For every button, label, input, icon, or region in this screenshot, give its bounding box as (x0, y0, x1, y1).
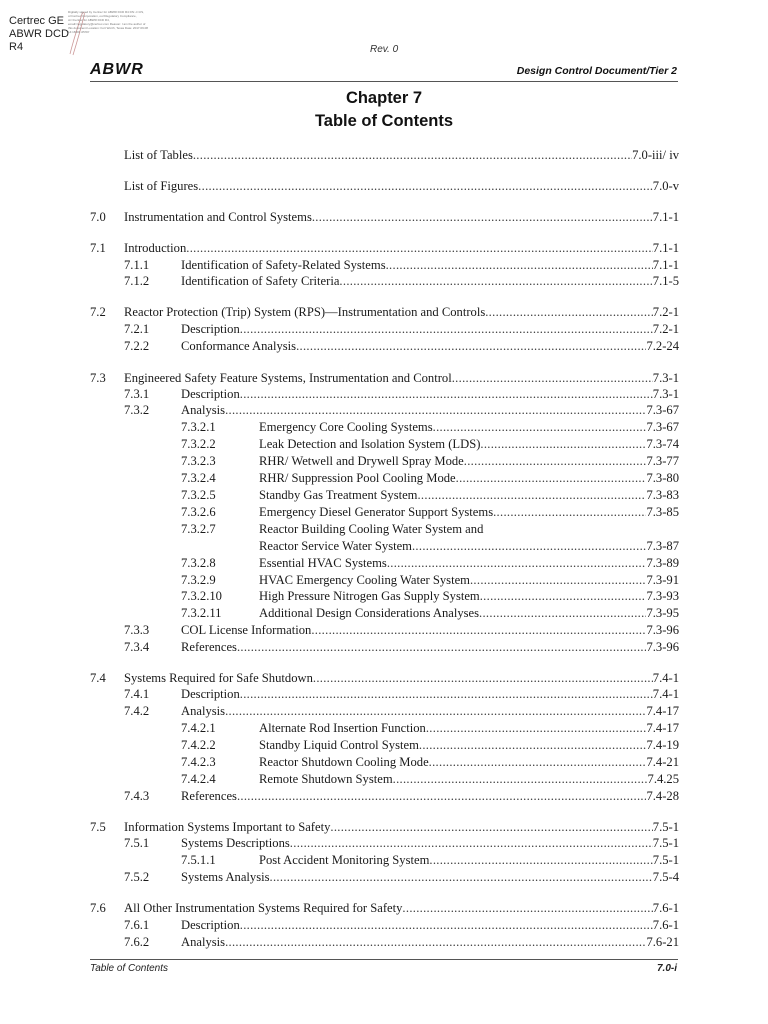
toc-entry-title: COL License Information (181, 623, 312, 637)
toc-entry-page: 7.5-1 (652, 820, 679, 834)
toc-dot-leader (480, 436, 646, 453)
toc-entry-page: 7.2-1 (652, 305, 679, 319)
toc-entry[interactable] (0, 605, 768, 622)
toc-entry-title: Reactor Building Cooling Water System and (259, 522, 484, 536)
toc-entry-page: 7.3-77 (646, 454, 679, 468)
toc-entry[interactable] (0, 622, 768, 639)
toc-dot-leader (470, 572, 647, 589)
toc-entry-number: 7.3.2.1 (181, 420, 216, 434)
toc-entry-page: 7.3-67 (646, 420, 679, 434)
toc-entry[interactable] (0, 178, 768, 195)
toc-entry[interactable] (0, 900, 768, 917)
toc-entry-number: 7.3.2.3 (181, 454, 216, 468)
toc-entry[interactable] (0, 754, 768, 771)
chapter-title: Chapter 7 (345, 89, 423, 107)
toc-entry[interactable] (0, 419, 768, 436)
toc-entry-page: 7.5-1 (652, 853, 679, 867)
toc-entry-number: 7.4.2.3 (181, 755, 216, 769)
toc-dot-leader (493, 504, 646, 521)
toc-entry-title: Systems Analysis (181, 870, 270, 884)
toc-entry-number: 7.3.2.7 (181, 522, 216, 536)
toc-entry[interactable] (0, 572, 768, 589)
toc-entry-page: 7.3-89 (646, 556, 679, 570)
toc-entry[interactable] (0, 737, 768, 754)
toc-dot-leader (296, 338, 646, 355)
toc-entry[interactable] (0, 852, 768, 869)
toc-entry-title: Identification of Safety Criteria (181, 274, 340, 288)
toc-entry-page: 7.4-21 (646, 755, 679, 769)
toc-dot-leader (426, 720, 647, 737)
toc-dot-leader (452, 370, 653, 387)
toc-entry-page: 7.4-17 (646, 704, 679, 718)
toc-entry-page: 7.3-83 (646, 488, 679, 502)
toc-entry[interactable] (0, 538, 768, 555)
toc-entry-title: Systems Required for Safe Shutdown (124, 671, 313, 685)
toc-entry-number: 7.6.1 (124, 918, 150, 932)
toc-entry-number: 7.4.3 (124, 789, 150, 803)
toc-entry-number: 7.4.2.1 (181, 721, 216, 735)
toc-entry-title: List of Tables (124, 148, 193, 162)
toc-entry-title: RHR/ Suppression Pool Cooling Mode (259, 471, 456, 485)
toc-entry[interactable] (0, 504, 768, 521)
toc-entry-page: 7.3-1 (652, 387, 679, 401)
toc-entry-title: Analysis (181, 403, 226, 417)
toc-entry-page: 7.3-1 (652, 371, 679, 385)
toc-dot-leader (386, 257, 653, 274)
toc-entry-title: Standby Liquid Control System (259, 738, 419, 752)
toc-entry[interactable] (0, 487, 768, 504)
toc-entry-number: 7.3.2.8 (181, 556, 216, 570)
toc-entry-title: Engineered Safety Feature Systems, Instrumentation and Control (124, 371, 452, 385)
toc-entry-number: 7.4 (90, 671, 106, 685)
toc-dot-leader (339, 273, 652, 290)
toc-entry[interactable] (0, 470, 768, 487)
toc-entry-title: List of Figures (124, 179, 199, 193)
footer-divider (90, 959, 678, 960)
toc-entry-page: 7.4-28 (646, 789, 679, 803)
toc-entry-page: 7.4-19 (646, 738, 679, 752)
toc-entry-page: 7.3-80 (646, 471, 679, 485)
revision-label: Rev. 0 (370, 44, 399, 55)
toc-entry[interactable] (0, 338, 768, 355)
toc-dot-leader (311, 622, 646, 639)
toc-dot-leader (330, 819, 652, 836)
toc-entry-number: 7.3.2.11 (181, 606, 222, 620)
toc-entry-title: Description (181, 918, 240, 932)
toc-entry[interactable] (0, 321, 768, 338)
toc-entry-number: 7.3.2.4 (181, 471, 216, 485)
toc-entry[interactable] (0, 521, 768, 538)
toc-entry-title: RHR/ Wetwell and Drywell Spray Mode (259, 454, 464, 468)
toc-entry-number: 7.3.2.9 (181, 573, 216, 587)
toc-dot-leader (270, 869, 653, 886)
toc-entry[interactable] (0, 835, 768, 852)
toc-entry-number: 7.3.2.10 (181, 589, 222, 603)
toc-entry-number: 7.3.2.2 (181, 437, 216, 451)
toc-entry-page: 7.3-96 (646, 640, 679, 654)
toc-entry-number: 7.6.2 (124, 935, 150, 949)
toc-entry-page: 7.4-1 (652, 687, 679, 701)
toc-entry-number: 7.4.1 (124, 687, 150, 701)
toc-entry-page: 7.1-5 (652, 274, 679, 288)
page-title: Table of Contents (314, 112, 454, 130)
toc-dot-leader (412, 538, 646, 555)
toc-entry-title: Identification of Safety-Related Systems (181, 258, 386, 272)
toc-entry-title: Reactor Protection (Trip) System (RPS)—Instrumentation and Controls (124, 305, 486, 319)
toc-entry-number: 7.1 (90, 241, 106, 255)
toc-entry[interactable] (0, 917, 768, 934)
toc-entry[interactable] (0, 771, 768, 788)
toc-dot-leader (464, 453, 647, 470)
toc-entry-number: 7.2.2 (124, 339, 150, 353)
toc-dot-leader (419, 737, 647, 754)
toc-entry-title: Reactor Shutdown Cooling Mode (259, 755, 429, 769)
toc-entry-page: 7.0-iii/ iv (632, 148, 679, 162)
toc-entry-page: 7.6-1 (652, 901, 679, 915)
toc-entry-number: 7.3.2.6 (181, 505, 216, 519)
toc-entry[interactable] (0, 453, 768, 470)
toc-entry-page: 7.4-17 (646, 721, 679, 735)
toc-dot-leader (237, 639, 647, 656)
toc-entry[interactable] (0, 555, 768, 572)
toc-dot-leader (479, 605, 646, 622)
toc-entry-number: 7.5.2 (124, 870, 150, 884)
toc-entry-title: HVAC Emergency Cooling Water System (259, 573, 470, 587)
toc-dot-leader (225, 703, 646, 720)
toc-entry-number: 7.2 (90, 305, 106, 319)
toc-entry-title: Description (181, 322, 240, 336)
toc-entry-number: 7.3.3 (124, 623, 150, 637)
toc-entry-page: 7.4-1 (652, 671, 679, 685)
toc-entry-title: Essential HVAC Systems (259, 556, 387, 570)
toc-dot-leader (290, 835, 653, 852)
toc-entry[interactable] (0, 934, 768, 951)
toc-dot-leader (433, 419, 647, 436)
toc-entry-page: 7.3-74 (646, 437, 679, 451)
toc-entry-title: Additional Design Considerations Analyses (259, 606, 480, 620)
toc-entry[interactable] (0, 788, 768, 805)
toc-dot-leader (402, 900, 652, 917)
toc-dot-leader (417, 487, 646, 504)
toc-entry[interactable] (0, 257, 768, 274)
toc-dot-leader (429, 754, 647, 771)
toc-entry[interactable] (0, 686, 768, 703)
footer-page-number: 7.0-i (656, 963, 677, 974)
header-document-title: Design Control Document/Tier 2 (516, 65, 677, 77)
toc-entry-page: 7.3-87 (646, 539, 679, 553)
toc-entry[interactable] (0, 819, 768, 836)
toc-entry-title: Systems Descriptions (181, 836, 290, 850)
stamp-line: ABWR DCD (9, 28, 69, 40)
toc-entry-title: Introduction (124, 241, 187, 255)
toc-entry[interactable] (0, 240, 768, 257)
toc-entry-number: 7.6 (90, 901, 106, 915)
toc-entry-page: 7.3-95 (646, 606, 679, 620)
toc-dot-leader (225, 402, 646, 419)
toc-dot-leader (485, 304, 653, 321)
digital-signature-text: Digitally signed by Certrec for ABWR DCD R4 DN: c=US, o=Certrec Corporation, ou=Regulatory Compliance, cn=Certrec for ABWR DCD R4, email=regulatory@certrec.com Reason: I am the author of this document Location: Fort Worth, Texas Date: 2017.09.08 14:18:00 -05'00' (68, 10, 148, 35)
toc-entry[interactable] (0, 639, 768, 656)
toc-entry-number: 7.0 (90, 210, 106, 224)
toc-entry[interactable] (0, 436, 768, 453)
toc-entry-title: Description (181, 687, 240, 701)
toc-dot-leader (240, 686, 653, 703)
toc-dot-leader (480, 588, 647, 605)
toc-entry-title: Remote Shutdown System (259, 772, 393, 786)
toc-dot-leader (193, 147, 632, 164)
stamp-line: Certrec GE (9, 15, 65, 27)
toc-dot-leader (186, 240, 653, 257)
toc-entry-number: 7.4.2 (124, 704, 150, 718)
toc-entry-title: Alternate Rod Insertion Function (259, 721, 426, 735)
toc-entry-title: Analysis (181, 935, 226, 949)
toc-entry-page: 7.6-1 (652, 918, 679, 932)
toc-dot-leader (312, 209, 653, 226)
toc-entry-page: 7.3-96 (646, 623, 679, 637)
toc-entry-number: 7.2.1 (124, 322, 150, 336)
toc-entry-title: Description (181, 387, 240, 401)
toc-entry-number: 7.3.1 (124, 387, 150, 401)
toc-entry-page: 7.4.25 (647, 772, 679, 786)
toc-entry[interactable] (0, 304, 768, 321)
toc-dot-leader (313, 670, 653, 687)
toc-entry-page: 7.3-85 (646, 505, 679, 519)
toc-entry[interactable] (0, 703, 768, 720)
toc-entry-page: 7.3-67 (646, 403, 679, 417)
toc-entry-number: 7.4.2.2 (181, 738, 216, 752)
toc-entry-number: 7.5.1.1 (181, 853, 216, 867)
toc-entry-page: 7.1-1 (652, 258, 679, 272)
toc-entry-page: 7.1-1 (652, 210, 679, 224)
toc-entry-page: 7.3-91 (646, 573, 679, 587)
toc-dot-leader (456, 470, 647, 487)
toc-entry-number: 7.3.2 (124, 403, 150, 417)
toc-dot-leader (429, 852, 652, 869)
toc-entry-number: 7.4.2.4 (181, 772, 216, 786)
toc-dot-leader (387, 555, 647, 572)
footer-section-label: Table of Contents (90, 963, 169, 974)
toc-entry-title: Leak Detection and Isolation System (LDS) (259, 437, 481, 451)
toc-entry-page: 7.2-24 (646, 339, 679, 353)
toc-dot-leader (237, 788, 647, 805)
toc-entry-page: 7.2-1 (652, 322, 679, 336)
stamp-line: R4 (9, 41, 24, 53)
toc-entry-title: High Pressure Nitrogen Gas Supply System (259, 589, 480, 603)
toc-entry-page: 7.1-1 (652, 241, 679, 255)
toc-entry-number: 7.3.2.5 (181, 488, 216, 502)
toc-entry[interactable] (0, 402, 768, 419)
toc-dot-leader (240, 386, 653, 403)
toc-entry[interactable] (0, 869, 768, 886)
toc-entry-page: 7.6-21 (646, 935, 679, 949)
toc-entry[interactable] (0, 273, 768, 290)
toc-entry-title: All Other Instrumentation Systems Required for Safety (124, 901, 403, 915)
toc-entry-number: 7.5 (90, 820, 106, 834)
toc-entry-title: Conformance Analysis (181, 339, 297, 353)
toc-entry-title: Analysis (181, 704, 226, 718)
toc-entry-number: 7.3.4 (124, 640, 150, 654)
toc-dot-leader (240, 917, 653, 934)
toc-entry-title: Emergency Core Cooling Systems (259, 420, 433, 434)
toc-entry-title: Emergency Diesel Generator Support Systems (259, 505, 494, 519)
toc-entry-title: Standby Gas Treatment System (259, 488, 418, 502)
toc-entry[interactable] (0, 147, 768, 164)
toc-dot-leader (240, 321, 653, 338)
toc-dot-leader (198, 178, 653, 195)
toc-entry[interactable] (0, 209, 768, 226)
toc-dot-leader (225, 934, 646, 951)
toc-entry-number: 7.1.2 (124, 274, 150, 288)
toc-entry-number: 7.3 (90, 371, 106, 385)
toc-entry-page: 7.5-1 (652, 836, 679, 850)
toc-entry-title: Information Systems Important to Safety (124, 820, 331, 834)
toc-dot-leader (393, 771, 648, 788)
toc-entry-title: References (181, 789, 237, 803)
toc-entry-page: 7.0-v (652, 179, 679, 193)
toc-entry-number: 7.1.1 (124, 258, 150, 272)
toc-entry[interactable] (0, 386, 768, 403)
toc-entry-page: 7.5-4 (652, 870, 679, 884)
toc-entry[interactable] (0, 370, 768, 387)
toc-entry-title: Instrumentation and Control Systems (124, 210, 312, 224)
toc-entry-page: 7.3-93 (646, 589, 679, 603)
toc-entry-title: Reactor Service Water System (259, 539, 412, 553)
toc-entry[interactable] (0, 720, 768, 737)
toc-entry-number: 7.5.1 (124, 836, 150, 850)
toc-entry[interactable] (0, 588, 768, 605)
toc-entry-title: References (181, 640, 237, 654)
toc-entry-title: Post Accident Monitoring System (259, 853, 430, 867)
header-abwr: ABWR (90, 61, 144, 78)
toc-entry[interactable] (0, 670, 768, 687)
